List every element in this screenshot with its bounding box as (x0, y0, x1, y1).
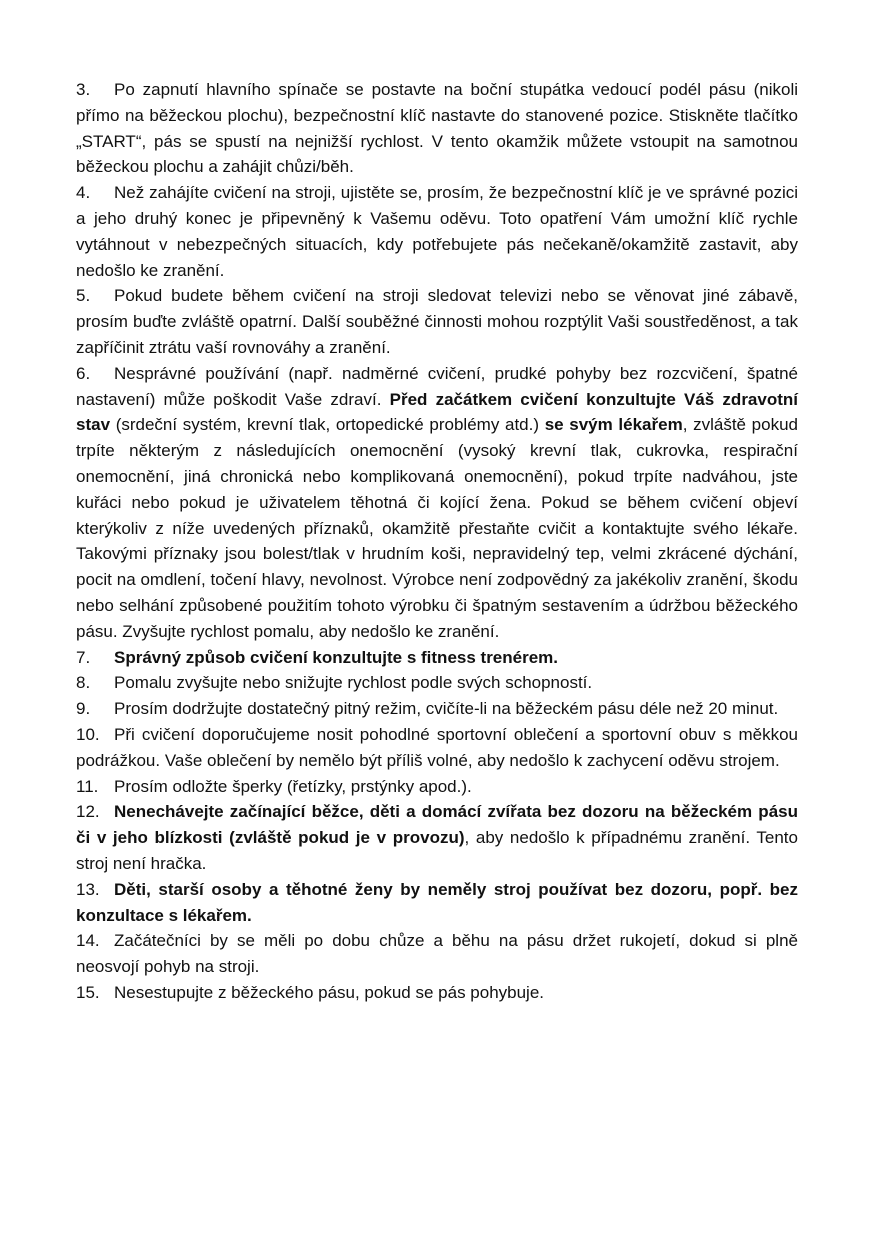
item-number: 6. (76, 363, 91, 383)
item-text: Nesestupujte z běžeckého pásu, pokud se pás pohybuje. (114, 982, 545, 1002)
item-text: Prosím odložte šperky (řetízky, prstýnky apod.). (114, 776, 472, 796)
item-text-bold: Správný způsob cvičení konzultujte s fitness trenérem. (114, 647, 559, 667)
list-item-15 (76, 980, 798, 1006)
item-number: 14. (76, 931, 100, 951)
item-number: 3. (76, 80, 91, 99)
item-number: 15. (76, 982, 100, 1002)
item-text: Prosím dodržujte dostatečný pitný režim, cvičíte-li na běžeckém pásu déle než 20 minut. (114, 699, 779, 719)
list-item-12 (76, 799, 798, 876)
item-text: Než zahájíte cvičení na stroji, ujistěte se, prosím, že bezpečnostní klíč je ve správné pozici a jeho druhý konec je připevněný k Vašemu oděvu. Toto opatření Vám umožní klíč rychle vytáhnout v nebezpečných situacích, kdy potřebujete pás nečekaně/okamžitě zastavit, aby nedošlo ke zranění. (76, 183, 798, 280)
item-number: 5. (76, 286, 91, 306)
item-text: Po zapnutí hlavního spínače se postavte na boční stupátka vedoucí podél pásu (nikoli přímo na běžeckou plochu), bezpečnostní klíč nastavte do stanovené pozice. Stiskněte tlačítko „START“, pás se spustí na nejnižší rychlost. V tento okamžik můžete vstoupit na samotnou běžeckou plochu a zahájit chůzi/běh. (76, 80, 798, 177)
list-item-10 (76, 722, 798, 774)
item-text: , aby nedošlo k případnému zranění. Tento stroj není hračka. (76, 828, 798, 873)
item-text: Začátečníci by se měli po dobu chůze a běhu na pásu držet rukojetí, dokud si plně neosvojí pohyb na stroji. (76, 931, 798, 977)
document-page (76, 77, 798, 1006)
list-item-8 (76, 670, 798, 696)
list-item-9 (76, 696, 798, 722)
item-text-bold: se svým lékařem (544, 415, 683, 435)
item-text-bold: Před začátkem cvičení konzultujte Váš zdravotní stav (76, 389, 798, 435)
item-text: Pomalu zvyšujte nebo snižujte rychlost podle svých schopností. (114, 673, 593, 693)
item-number: 4. (76, 183, 91, 203)
list-item-5 (76, 283, 798, 360)
item-text-bold: Děti, starší osoby a těhotné ženy by neměly stroj používat bez dozoru, popř. bez konzultace s lékařem. (76, 879, 798, 925)
item-number: 9. (76, 699, 91, 719)
list-item-7 (76, 645, 798, 671)
item-text: , zvláště pokud trpíte některým z následujících onemocnění (vysoký krevní tlak, cukrovka, respirační onemocnění, jiná chronická nebo komplikovaná onemocnění), pokud trpíte nadváhou, jste kuřáci nebo pokud je uživatelem těhotná či kojící žena. Pokud se během cvičení objeví kterýkoliv z níže uvedených příznaků, okamžitě přestaňte cvičit a kontaktujte svého lékaře. Takovými příznaky jsou bolest/tlak v hrudním koši, nepravidelný tep, velmi zkrácené dýchání, pocit na omdlení, točení hlavy, nevolnost. Výrobce není zodpovědný za jakékoliv zranění, škodu nebo selhání způsobené použitím tohoto výrobku či špatným sestavením a údržbou běžeckého pásu. Zvyšujte rychlost pomalu, aby nedošlo ke zranění. (76, 415, 798, 641)
list-item-3 (76, 77, 798, 180)
item-number: 12. (76, 802, 100, 822)
item-text: (srdeční systém, krevní tlak, ortopedické problémy atd.) (110, 415, 545, 435)
list-item-14 (76, 928, 798, 980)
list-item-11 (76, 774, 798, 800)
item-number: 13. (76, 879, 100, 899)
item-text: Nesprávné používání (např. nadměrné cvičení, prudké pohyby bez rozcvičení, špatné nastavení) může poškodit Vaše zdraví. (76, 363, 798, 409)
list-item-6 (76, 361, 798, 645)
item-number: 8. (76, 673, 91, 693)
item-number: 7. (76, 647, 91, 667)
list-item-4 (76, 180, 798, 283)
list-item-13 (76, 877, 798, 929)
item-text: Při cvičení doporučujeme nosit pohodlné sportovní oblečení a sportovní obuv s měkkou podrážkou. Vaše oblečení by nemělo být příliš volné, aby nedošlo k zachycení oděvu strojem. (76, 724, 798, 770)
item-text-bold: Nenechávejte začínající běžce, děti a domácí zvířata bez dozoru na běžeckém pásu či v jeho blízkosti (zvláště pokud je v provozu) (76, 802, 798, 848)
item-number: 10. (76, 724, 100, 744)
item-text: Pokud budete během cvičení na stroji sledovat televizi nebo se věnovat jiné zábavě, prosím buďte zvláště opatrní. Další souběžné činnosti mohou rozptýlit Vaši soustředěnost, a tak zapříčinit ztrátu vaší rovnováhy a zranění. (76, 286, 798, 357)
item-number: 11. (76, 776, 99, 796)
